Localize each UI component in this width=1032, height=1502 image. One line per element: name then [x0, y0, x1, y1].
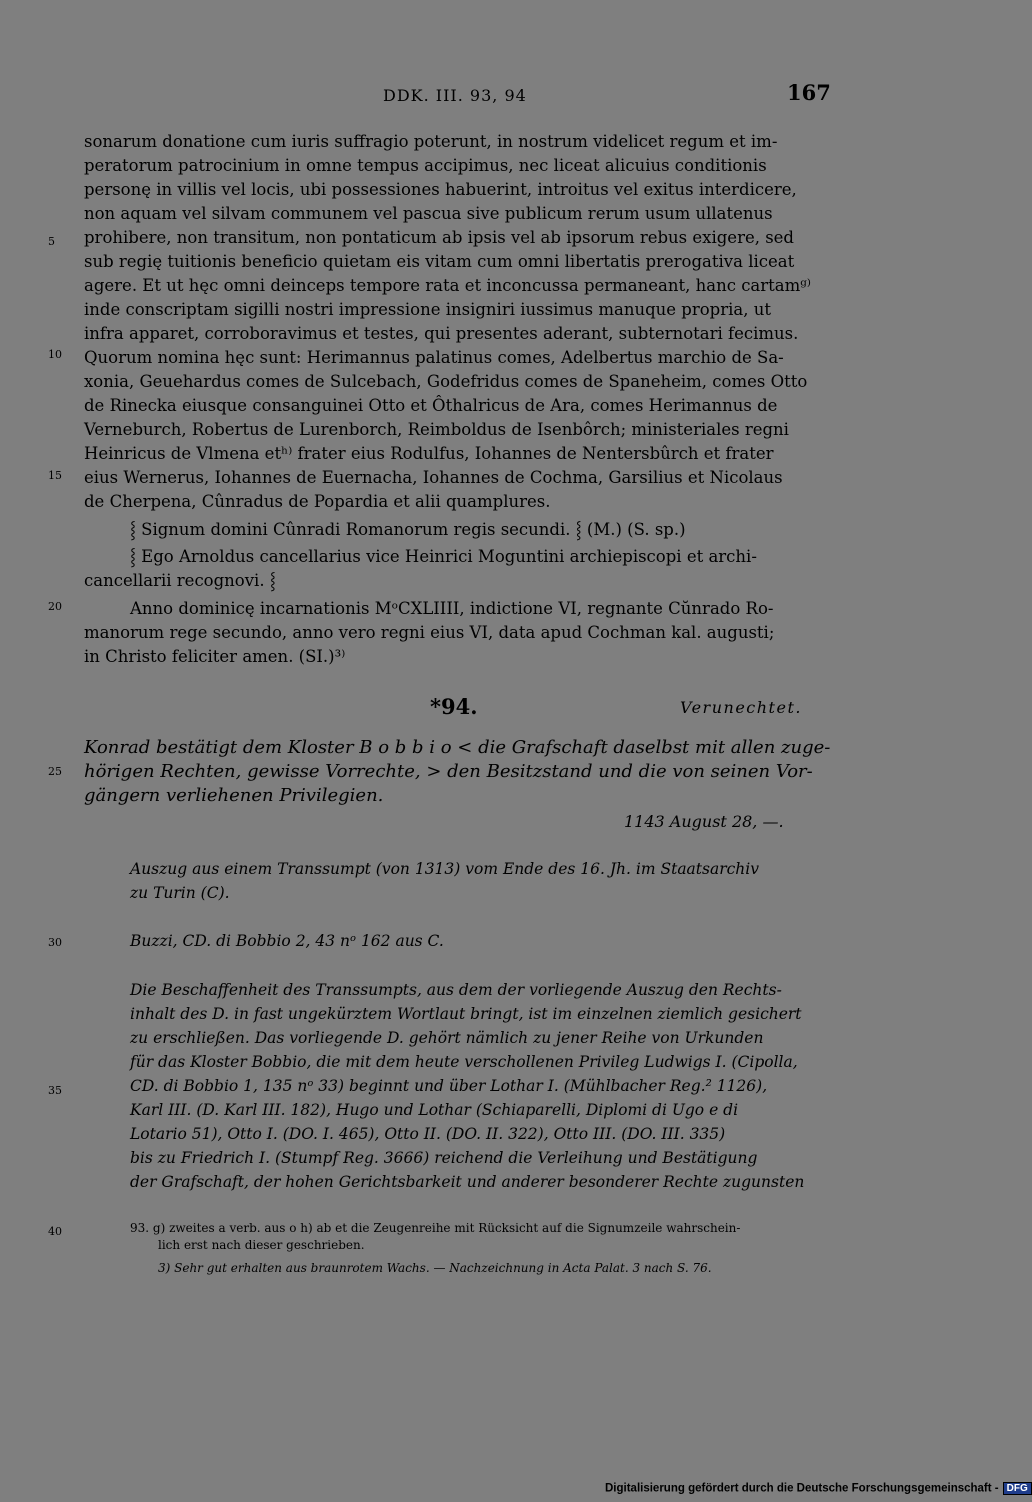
text-line: sub regię tuitionis beneficio quietam eis vitam cum omni libertatis prerogativa liceat [84, 252, 795, 271]
text-line: in Christo feliciter amen. (SI.)³⁾ [84, 647, 346, 666]
commentary-line: CD. di Bobbio 1, 135 nᵒ 33) beginnt und über Lothar I. (Mühlbacher Reg.² 1126), [130, 1077, 768, 1095]
transmission-line: zu Turin (C). [130, 884, 230, 902]
commentary-line: zu erschließen. Das vorliegende D. gehört nämlich zu jener Reihe von Urkunden [130, 1029, 764, 1047]
footnote-line: lich erst nach dieser geschrieben. [158, 1238, 365, 1252]
footnote-line: 93. g) zweites a verb. aus o h) ab et die Zeugenreihe mit Rücksicht auf die Signumzeile wahrschein- [130, 1221, 741, 1235]
commentary-line: Die Beschaffenheit des Transsumpts, aus dem der vorliegende Auszug den Rechts- [130, 981, 782, 999]
line-number: 25 [48, 765, 62, 778]
footnote-line: 3) Sehr gut erhalten aus braunrotem Wachs. — Nachzeichnung in Acta Palat. 3 nach S. 76. [158, 1261, 712, 1275]
commentary-line: für das Kloster Bobbio, die mit dem heute verschollenen Privileg Ludwigs I. (Cipolla, [130, 1053, 798, 1071]
dfg-logo-icon: DFG [1003, 1482, 1032, 1495]
recognition-block [84, 545, 824, 593]
text-line: prohibere, non transitum, non pontaticum ab ipsis vel ab ipsorum rebus exigere, sed [84, 228, 794, 247]
text-line: peratorum patrocinium in omne tempus accipimus, nec liceat alicuius conditionis [84, 156, 767, 175]
text-line: infra apparet, corroboravimus et testes, qui presentes aderant, subternotari fecimus. [84, 324, 799, 343]
text-line: Quorum nomina hęc sunt: Herimannus palatinus comes, Adelbertus marchio de Sa- [84, 348, 784, 367]
section-title-line: gängern verliehenen Privilegien. [84, 785, 384, 806]
text-line: de Rinecka eiusque consanguinei Otto et Ôthalricus de Ara, comes Herimannus de [84, 396, 778, 415]
text-line: sonarum donatione cum iuris suffragio poterunt, in nostrum videlicet regum et im- [84, 132, 778, 151]
section-status: Verunechtet. [680, 698, 802, 717]
credit-text: Digitalisierung gefördert durch die Deutsche Forschungsgemeinschaft - [605, 1482, 999, 1495]
text-line: non aquam vel silvam communem vel pascua sive publicum rerum usum ullatenus [84, 204, 773, 223]
commentary-line: Lotario 51), Otto I. (DO. I. 465), Otto II. (DO. II. 322), Otto III. (DO. III. 335) [130, 1125, 726, 1143]
transmission-line: Auszug aus einem Transsumpt (von 1313) vom Ende des 16. Jh. im Staatsarchiv [130, 860, 760, 878]
page-number: 167 [787, 80, 831, 105]
commentary-line: inhalt des D. in fast ungekürztem Wortlaut bringt, ist im einzelnen ziemlich gesichert [130, 1005, 802, 1023]
text-line: ⸾ Ego Arnoldus cancellarius vice Heinrici Moguntini archiepiscopi et archi- [130, 547, 757, 566]
line-number: 35 [48, 1084, 62, 1097]
text-line: inde conscriptam sigilli nostri impressione insigniri iussimus manuque propria, ut [84, 300, 771, 319]
running-title: DDK. III. 93, 94 [383, 86, 527, 105]
commentary-line: der Grafschaft, der hohen Gerichtsbarkeit und anderer besonderer Rechte zugunsten [130, 1173, 805, 1191]
line-number: 40 [48, 1225, 62, 1238]
line-number: 30 [48, 936, 62, 949]
signum-line [130, 518, 824, 542]
charter-body-text [84, 130, 824, 514]
text-line: xonia, Geuehardus comes de Sulcebach, Godefridus comes de Spaneheim, comes Otto [84, 372, 808, 391]
line-number: 15 [48, 469, 62, 482]
section-date: 1143 August 28, —. [624, 812, 784, 831]
text-line: cancellarii recognovi. ⸾ [84, 571, 276, 590]
edition-line: Buzzi, CD. di Bobbio 2, 43 nᵒ 162 aus C. [130, 932, 444, 950]
text-line: ⸾ Signum domini Cûnradi Romanorum regis secundi. ⸾ (M.) (S. sp.) [130, 520, 686, 539]
line-number: 20 [48, 600, 62, 613]
text-line: manorum rege secundo, anno vero regni eius VI, data apud Cochman kal. augusti; [84, 623, 775, 642]
text-line: personę in villis vel locis, ubi possessiones habuerint, introitus vel exitus interdicere, [84, 180, 797, 199]
text-line: Anno dominicę incarnationis MᵒCXLIIII, indictione VI, regnante Cŭnrado Ro- [130, 599, 774, 618]
section-title-line: hörigen Rechten, gewisse Vorrechte, > den Besitzstand und die von seinen Vor- [84, 761, 813, 782]
text-line: Heinricus de Vlmena etʰ⁾ frater eius Rodulfus, Iohannes de Nentersbûrch et frater [84, 444, 774, 463]
text-line: de Cherpena, Cûnradus de Popardia et alii quamplures. [84, 492, 551, 511]
line-number: 5 [48, 235, 55, 248]
line-number: 10 [48, 348, 62, 361]
text-line: Verneburch, Robertus de Lurenborch, Reimboldus de Isenbôrch; ministeriales regni [84, 420, 789, 439]
commentary-line: Karl III. (D. Karl III. 182), Hugo und Lothar (Schiaparelli, Diplomi di Ugo e di [130, 1101, 739, 1119]
commentary-line: bis zu Friedrich I. (Stumpf Reg. 3666) reichend die Verleihung und Bestätigung [130, 1149, 758, 1167]
text-line: eius Wernerus, Iohannes de Euernacha, Iohannes de Cochma, Garsilius et Nicolaus [84, 468, 783, 487]
section-number: *94. [430, 694, 478, 719]
digitization-credit [605, 1482, 1032, 1495]
section-title-line: Konrad bestätigt dem Kloster B o b b i o < die Grafschaft daselbst mit allen zuge- [84, 737, 831, 758]
text-line: agere. Et ut hęc omni deinceps tempore rata et inconcussa permaneant, hanc cartamᵍ⁾ [84, 276, 811, 295]
dating-block [84, 597, 824, 669]
